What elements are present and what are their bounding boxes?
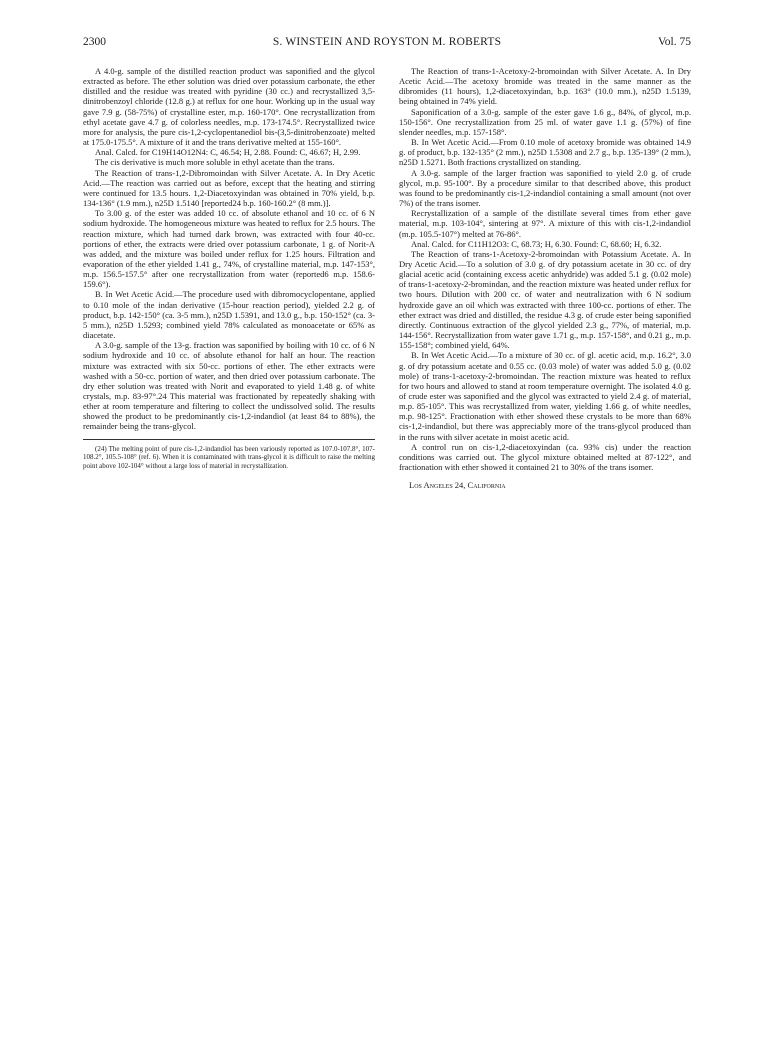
paragraph: Recrystallization of a sample of the distillate several times from ether gave material, m.p. 103-104°, sintering at 97°. A mixture of this with cis-1,2-indandiol (m.p. 105.5-107°) melted at 76-86°.: [399, 208, 691, 239]
paragraph: A control run on cis-1,2-diacetoxyindan (ca. 93% cis) under the reaction conditions was carried out. The glycol mixture obtained melted at 87-122°, and fractionation with ether showed it contained 21 to 30% of the trans isomer.: [399, 441, 691, 473]
section-paragraph: B. In Wet Acetic Acid.—The procedure used with dibromocyclopentane, applied to 0.10 mole of the indan derivative (15-hour reaction period), yielded 2.2 g. of product, b.p. 142-150° (ca. 3-5 mm.), n25D 1.5391, and 13.0 g., b.p. 150-152° (ca. 3-5 mm.), n25D 1.5293; combined yield 78% calculated as monoacetate or 65% as diacetate.: [83, 289, 375, 341]
footnote-divider: [83, 439, 375, 440]
running-header: [83, 36, 691, 54]
section-paragraph: B. In Wet Acetic Acid.—To a mixture of 30 cc. of gl. acetic acid, m.p. 16.2°, 3.0 g. of dry potassium acetate and 0.55 cc. (0.03 mole) of water was added 5.0 g. (0.02 mole) of trans-1-acetoxy-2-bromoindan. The reaction mixture was heated to reflux for two hours and allowed to stand at room temperature overnight. The isolated 4.0 g. of crude ester was saponified and the glycol was extracted to yield 2.4 g. of material, m.p. 85-105°. This was recrystallized from water, yielding 1.66 g. of white needles, m.p. 98-125°. Fractionation with ether showed these crystals to be more than 68% cis-1,2-indandiol, but there was appreciably more of the trans-glycol produced than in the runs with silver acetate in moist acetic acid.: [399, 350, 691, 442]
section-paragraph: B. In Wet Acetic Acid.—From 0.10 mole of acetoxy bromide was obtained 14.9 g. of product, b.p. 132-135° (2 mm.), n25D 1.5308 and 2.7 g., b.p. 135-139° (2 mm.), n25D 1.5271. Both fractions crystallized on standing.: [399, 137, 691, 168]
section-paragraph: The Reaction of trans-1-Acetoxy-2-bromoindan with Potassium Acetate. A. In Dry Acetic Acid.—To a solution of 3.0 g. of dry potassium acetate in 30 cc. of dry glacial acetic acid (containing excess acetic anhydride) was added 5.1 g. (0.02 mole) of trans-1-acetoxy-2-bromindan, and the reaction mixture was heated under reflux for two hours. Dilution with 200 cc. of water and neutralization with 6 N sodium hydroxide gave an oil which was extracted with three 100-cc. portions of ether. The ether extract was dried and distilled, the residue 4.3 g. of crude ester being saponified directly. Continuous extraction of the glycol yielded 2.3 g., 77%, of material, m.p. 144-156°. Recrystallization from water gave 1.71 g., m.p. 157-158°, and 0.21 g., m.p. 155-158°; combined yield, 64%.: [399, 248, 691, 351]
section-paragraph: The Reaction of trans-1,2-Dibromoindan with Silver Acetate. A. In Dry Acetic Acid.—The reaction was carried out as before, except that the heating and stirring were continued for 13.5 hours. 1,2-Diacetoxyindan was obtained in 70% yield, b.p. 134-136° (1.9 mm.), n25D 1.5140 [reported24 b.p. 160-160.2° (8 mm.)].: [83, 167, 375, 209]
section-paragraph: The Reaction of trans-1-Acetoxy-2-bromoindan with Silver Acetate. A. In Dry Acetic Acid.—The acetoxy bromide was treated in the same manner as the dibromides (11 hours), 1,2-diacetoxyindan, b.p. 163° (10.0 mm.), n25D 1.5139, being obtained in 74% yield.: [399, 66, 691, 107]
analysis-paragraph: Anal. Calcd. for C11H12O3: C, 68.73; H, 6.30. Found: C, 68.60; H, 6.32.: [411, 238, 662, 249]
paragraph: A 4.0-g. sample of the distilled reaction product was saponified and the glycol extracted as before. The ether solution was dried over potassium carbonate, the ether distilled and the residue was treated with pyridine (30 cc.) and recrystallized 3,5-dinitrobenzoyl chloride (12.8 g.) at reflux for one hour. Working up in the usual way gave 7.9 g. (58-75%) of crystalline ester, m.p. 160-170°. One recrystallization from ethyl acetate gave 4.7 g. of colorless needles, m.p. 173-174.5°. Recrystallized twice more for analysis, the pure cis-1,2-cyclopentanediol bis-(3,5-dinitrobenzoate) melted at 175.0-175.5°. A mixture of it and the trans derivative melted at 155-160°.: [83, 66, 375, 148]
paragraph: A 3.0-g. sample of the larger fraction was saponified to yield 2.0 g. of crude glycol, m.p. 95-100°. By a procedure similar to that described above, this product was found to be predominantly cis-1,2-indandiol containing a small amount (not over 7%) of the trans isomer.: [399, 167, 691, 209]
analysis-paragraph: Anal. Calcd. for C19H14O12N4: C, 46.54; H, 2.88. Found: C, 46.67; H, 2.99.: [95, 147, 361, 158]
paragraph: Saponification of a 3.0-g. sample of the ester gave 1.6 g., 84%, of glycol, m.p. 150-156°. One recrystallization from 25 ml. of water gave 1.1 g. (57%) of fine slender needles, m.p. 157-158°.: [399, 106, 691, 137]
paragraph: The cis derivative is much more soluble in ethyl acetate than the trans.: [95, 157, 335, 168]
left-column: [83, 66, 375, 470]
volume-label: Vol. 75: [657, 36, 691, 48]
signoff-location: Los Angeles 24, California: [409, 480, 506, 491]
right-column: [399, 66, 691, 490]
paragraph: To 3.00 g. of the ester was added 10 cc. of absolute ethanol and 10 cc. of 6 N sodium hydroxide. The homogeneous mixture was heated to reflux for 2.5 hours. The reaction mixture, which had turned dark brown, was extracted with four 40-cc. portions of ether, the extracts were dried over potassium carbonate, 1 g. of Norit-A was added, and the mixture was boiled under reflux for 1.25 hours. Filtration and evaporation of the ether yielded 1.41 g., 74%, of crystalline material, m.p. 147-153°, m.p. 156.5-157.5° after one recrystallization from water (reported6 m.p. 158.6-159.6°).: [83, 208, 375, 290]
page-number: 2300: [83, 36, 106, 48]
paragraph: A 3.0-g. sample of the 13-g. fraction was saponified by boiling with 10 cc. of 6 N sodium hydroxide and 10 cc. of absolute ethanol for half an hour. The reaction mixture was extracted with six 50-cc. portions of ether. The ether extracts were washed with a 50-cc. portion of water, and then dried over potassium carbonate. The dry ether solution was treated with Norit and evaporated to yield 1.48 g. of white crystals, m.p. 83-97°.24 This material was fractionated by repeatedly shaking with ether at room temperature and filtering to collect the undissolved solid. The results showed the product to be predominantly cis-1,2-indandiol (at least 84 to 88%), the remainder being the trans-glycol.: [83, 340, 375, 432]
running-authors: S. WINSTEIN AND ROYSTON M. ROBERTS: [272, 36, 502, 48]
footnote: (24) The melting point of pure cis-1,2-indandiol has been variously reported as 107.0-107.8°, 107-108.2°, 105.5-108° (ref. 6). When it is contaminated with trans-glycol it is difficult to raise the melting point above 102-104° without a large loss of material in recrystallization.: [83, 444, 375, 470]
